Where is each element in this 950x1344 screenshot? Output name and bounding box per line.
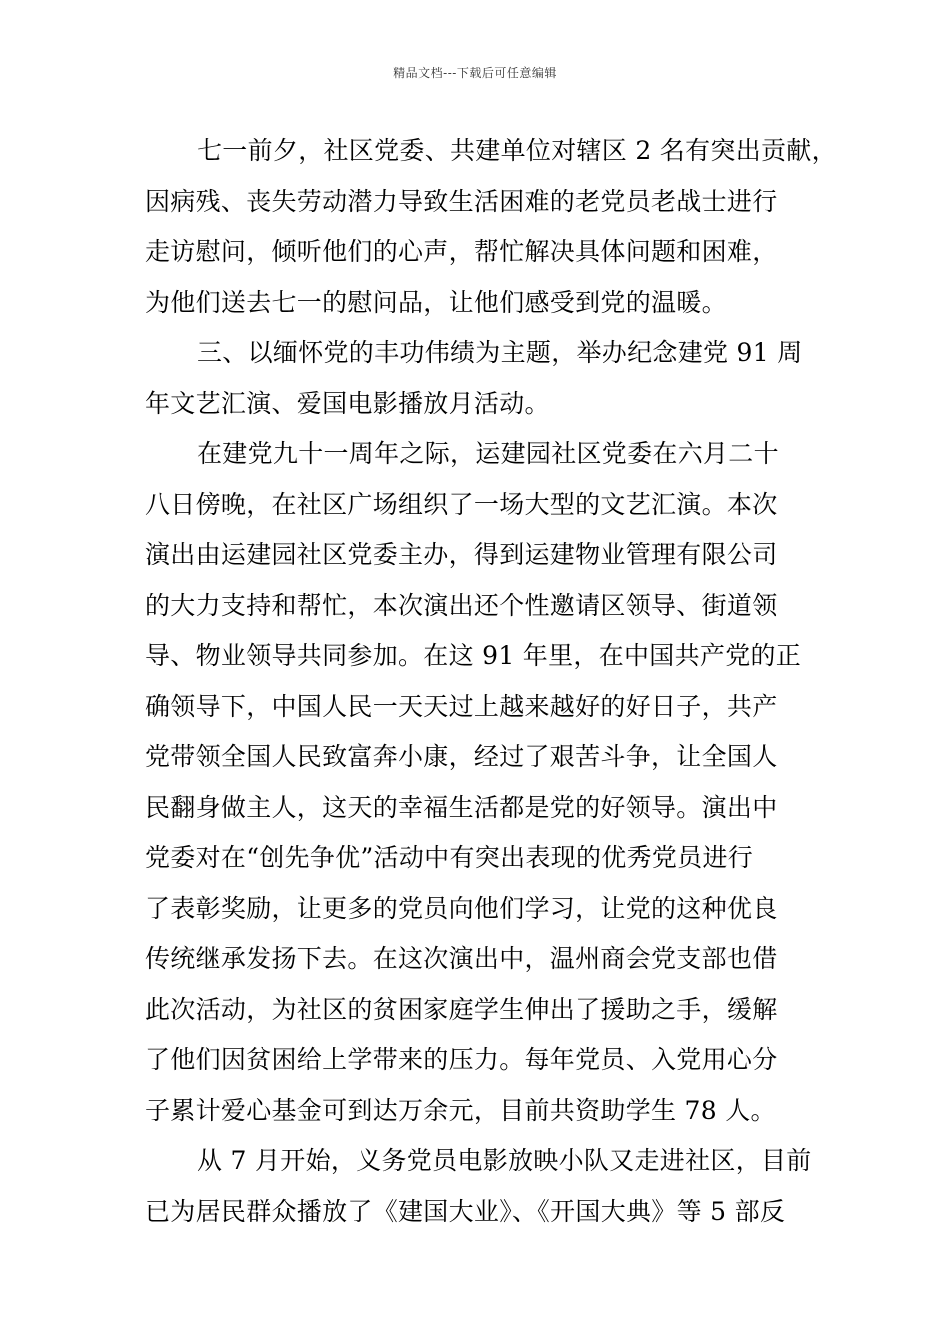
paragraph-line: 从 7 月开始，义务党员电影放映小队又走进社区，目前: [197, 1146, 812, 1175]
paragraph-line: 七一前夕，社区党委、共建单位对辖区 2 名有突出贡献，: [197, 136, 837, 165]
paragraph-line: 为他们送去七一的慰问品，让他们感受到党的温暖。: [145, 287, 727, 317]
document-body: [145, 126, 837, 1237]
paragraph-line: 民翻身做主人，这天的幸福生活都是党的好领导。演出中: [145, 792, 778, 822]
paragraph-line: 已为居民群众播放了《建国大业》、《开国大典》等 5 部反: [145, 1196, 786, 1226]
paragraph-line: 了表彰奖励，让更多的党员向他们学习，让党的这种优良: [145, 893, 778, 923]
paragraph-line: 传统继承发扬下去。在这次演出中，温州商会党支部也借: [145, 944, 778, 973]
paragraph-line: 党委对在“创先争优”活动中有突出表现的优秀党员进行: [145, 843, 754, 872]
paragraph-line: 走访慰问，倾听他们的心声，帮忙解决具体问题和困难，: [145, 237, 778, 266]
paragraph-line: 此次活动，为社区的贫困家庭学生伸出了援助之手，缓解: [145, 994, 778, 1024]
section-heading-line: 三、以缅怀党的丰功伟绩为主题，举办纪念建党 91 周: [197, 338, 803, 367]
paragraph-line: 子累计爱心基金可到达万余元，目前共资助学生 78 人。: [145, 1095, 776, 1125]
paragraph-line: 演出由运建园社区党委主办，得到运建物业管理有限公司: [145, 540, 778, 569]
paragraph-line: 了他们因贫困给上学带来的压力。每年党员、入党用心分: [145, 1045, 778, 1074]
paragraph-line: 因病残、丧失劳动潜力导致生活困难的老党员老战士进行: [145, 186, 778, 216]
section-heading-line: 年文艺汇演、爱国电影播放月活动。: [145, 388, 550, 418]
paragraph-line: 的大力支持和帮忙，本次演出还个性邀请区领导、街道领: [145, 590, 778, 620]
paragraph-line: 导、物业领导共同参加。在这 91 年里，在中国共产党的正: [145, 641, 802, 670]
paragraph-line: 党带领全国人民致富奔小康，经过了艰苦斗争，让全国人: [145, 742, 778, 771]
paragraph-line: 在建党九十一周年之际，运建园社区党委在六月二十: [197, 439, 779, 468]
paragraph-line: 确领导下，中国人民一天天过上越来越好的好日子，共产: [145, 691, 778, 721]
paragraph-line: 八日傍晚，在社区广场组织了一场大型的文艺汇演。本次: [145, 489, 778, 519]
page-header: 精品文档---下载后可任意编辑: [393, 66, 557, 80]
